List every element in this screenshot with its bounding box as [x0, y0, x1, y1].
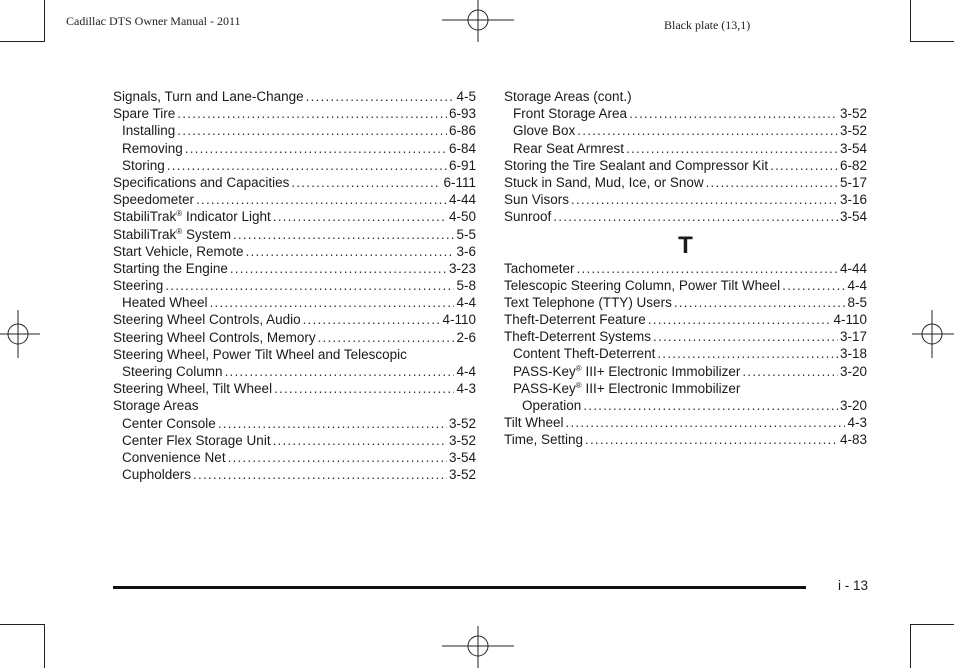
- dot-leader: [177, 122, 447, 139]
- page-reference: 3-20: [839, 363, 867, 379]
- index-term: [504, 277, 780, 294]
- page-reference: 3-6: [456, 243, 476, 259]
- index-term: [122, 294, 208, 311]
- index-term-text: Sun Visors: [504, 192, 570, 208]
- index-term-text: PASS-Key: [513, 363, 576, 379]
- page-reference: 4-50: [448, 209, 476, 225]
- page-reference: 3-17: [839, 329, 867, 345]
- index-term-suffix: III+ Electronic Immobilizer: [581, 363, 741, 379]
- page-reference: 3-54: [448, 449, 476, 465]
- index-term-text: Heated Wheel: [122, 295, 208, 311]
- index-term-text: Storage Areas: [113, 398, 199, 414]
- index-term: [113, 208, 271, 225]
- dot-leader: [273, 208, 447, 225]
- index-term: [113, 226, 231, 243]
- page-reference: 3-52: [839, 106, 867, 122]
- index-term-text: Installing: [122, 123, 176, 139]
- index-term: [113, 105, 175, 122]
- index-term-suffix: System: [182, 226, 231, 242]
- registered-mark: ®: [575, 363, 582, 373]
- dot-leader: [657, 345, 838, 362]
- index-term: [504, 208, 551, 225]
- index-term-text: Storing: [122, 157, 165, 173]
- index-term: [513, 363, 740, 380]
- dot-leader: [230, 260, 447, 277]
- index-entry: [113, 329, 476, 346]
- dot-leader: [210, 294, 455, 311]
- index-term-text: Theft-Deterrent Systems: [504, 329, 652, 345]
- index-term-text: Tilt Wheel: [504, 415, 564, 431]
- index-entry: [113, 363, 476, 380]
- index-term-text: Rear Seat Armrest: [513, 140, 625, 156]
- index-term: [504, 294, 672, 311]
- dot-leader: [165, 277, 454, 294]
- index-term: [504, 157, 768, 174]
- index-term-text: Cupholders: [122, 467, 192, 483]
- index-entry: [113, 140, 476, 157]
- index-term: [122, 157, 165, 174]
- dot-leader: [583, 397, 838, 414]
- index-term-text: Specifications and Capacities: [113, 174, 290, 190]
- dot-leader: [273, 432, 447, 449]
- dot-leader: [571, 191, 838, 208]
- dot-leader: [770, 157, 838, 174]
- page-reference: 4-3: [456, 381, 476, 397]
- page-reference: 5-8: [456, 278, 476, 294]
- page-reference: 3-54: [839, 140, 867, 156]
- page-reference: 4-4: [456, 295, 476, 311]
- index-entry: [113, 466, 476, 483]
- dot-leader: [566, 414, 846, 431]
- index-term-text: Text Telephone (TTY) Users: [504, 294, 672, 310]
- index-entry: [504, 174, 867, 191]
- index-term-text: StabiliTrak: [113, 226, 177, 242]
- page-reference: 4-110: [442, 312, 476, 328]
- dot-leader: [303, 311, 441, 328]
- index-term-text: Steering Wheel Controls, Memory: [113, 329, 316, 345]
- index-term-text: Stuck in Sand, Mud, Ice, or Snow: [504, 174, 704, 190]
- page-reference: 3-18: [839, 346, 867, 362]
- index-entry: [113, 122, 476, 139]
- page-reference: 3-16: [839, 192, 867, 208]
- page-reference: 4-4: [847, 277, 867, 293]
- index-term-suffix: III+ Electronic Immobilizer: [581, 380, 741, 396]
- dot-leader: [306, 88, 455, 105]
- index-term-text: Telescopic Steering Column, Power Tilt Wheel: [504, 277, 781, 293]
- dot-leader: [653, 328, 838, 345]
- index-entry: [504, 208, 867, 225]
- dot-leader: [648, 311, 832, 328]
- index-entry: [113, 208, 476, 225]
- index-entry: [113, 311, 476, 328]
- index-term: [122, 432, 271, 449]
- index-entry: [504, 397, 867, 414]
- registration-target-left: [0, 310, 44, 358]
- dot-leader: [274, 380, 454, 397]
- page-reference: 8-5: [847, 294, 867, 310]
- index-entry: [113, 243, 476, 260]
- index-term: [113, 346, 407, 363]
- page-reference: 6-93: [448, 106, 476, 122]
- index-term-text: Tachometer: [504, 260, 575, 276]
- page-reference: 4-5: [456, 89, 476, 104]
- dot-leader: [196, 191, 447, 208]
- index-entry: [113, 432, 476, 449]
- index-term: [504, 311, 646, 328]
- index-entry: [504, 414, 867, 431]
- index-term-text: Center Console: [122, 415, 216, 431]
- index-entry: [504, 431, 867, 448]
- dot-leader: [553, 208, 838, 225]
- index-entry: [504, 380, 867, 397]
- running-header-title: Cadillac DTS Owner Manual - 2011: [66, 14, 241, 28]
- index-entry: [113, 415, 476, 432]
- index-entry: [504, 122, 867, 139]
- index-entry: [113, 174, 476, 191]
- dot-leader: [577, 260, 838, 277]
- dot-leader: [291, 174, 441, 191]
- page-reference: 6-82: [839, 157, 867, 173]
- index-term: [504, 260, 575, 277]
- index-term: [113, 277, 163, 294]
- index-entry: [113, 346, 476, 363]
- index-term: [513, 380, 740, 397]
- index-term: [113, 260, 228, 277]
- plate-label: Black plate (13,1): [664, 18, 751, 32]
- index-term-text: Steering: [113, 278, 164, 294]
- index-entry: [504, 311, 867, 328]
- index-entry: [113, 157, 476, 174]
- index-term-suffix: Indicator Light: [182, 209, 271, 225]
- index-term-text: Content Theft-Deterrent: [513, 346, 656, 362]
- page-reference: 6-84: [448, 140, 476, 156]
- index-term-text: Speedometer: [113, 192, 195, 208]
- index-entry: [504, 88, 867, 105]
- index-term-text: Glove Box: [513, 123, 576, 139]
- index-term-text: Operation: [522, 398, 582, 413]
- index-term-text: Time, Setting: [504, 432, 584, 448]
- footer-rule: [113, 586, 806, 589]
- page-reference: 3-52: [448, 432, 476, 448]
- index-term-text: Storage Areas (cont.): [504, 89, 632, 104]
- index-term-text: Storing the Tire Sealant and Compressor Kit: [504, 157, 769, 173]
- dot-leader: [185, 140, 447, 157]
- index-term: [513, 122, 575, 139]
- index-entry: [504, 260, 867, 277]
- page-reference: 6-91: [448, 157, 476, 173]
- index-term: [504, 328, 651, 345]
- index-term-text: Steering Wheel, Tilt Wheel: [113, 381, 273, 397]
- dot-leader: [246, 243, 455, 260]
- index-entry: [113, 88, 476, 105]
- index-entry: [113, 449, 476, 466]
- index-term: [513, 140, 624, 157]
- index-term-text: Signals, Turn and Lane-Change: [113, 89, 304, 104]
- registration-target-top: [440, 0, 516, 44]
- index-term-text: Steering Wheel Controls, Audio: [113, 312, 301, 328]
- index-list-t: [504, 260, 867, 449]
- index-term: [522, 397, 581, 414]
- dot-leader: [318, 329, 455, 346]
- index-term: [113, 397, 199, 414]
- index-term: [113, 191, 194, 208]
- index-entry: [113, 380, 476, 397]
- page-reference: 6-86: [448, 123, 476, 139]
- dot-leader: [233, 226, 455, 243]
- index-entry: [504, 363, 867, 380]
- index-entry: [504, 105, 867, 122]
- index-entry: [504, 328, 867, 345]
- index-term-text: StabiliTrak: [113, 209, 177, 225]
- registered-mark: ®: [176, 209, 183, 219]
- index-term: [513, 105, 627, 122]
- index-term: [122, 415, 216, 432]
- index-term-text: Starting the Engine: [113, 260, 228, 276]
- dot-leader: [193, 466, 447, 483]
- index-term: [122, 466, 191, 483]
- index-column-right: [504, 88, 867, 449]
- index-entry: [113, 397, 476, 414]
- registration-target-bottom: [440, 626, 516, 668]
- index-term: [113, 243, 244, 260]
- page-reference: 3-52: [448, 467, 476, 483]
- page-reference: 2-6: [456, 329, 476, 345]
- index-entry: [113, 294, 476, 311]
- index-term: [122, 449, 226, 466]
- page-reference: 5-17: [839, 174, 867, 190]
- index-term: [513, 345, 655, 362]
- registration-target-right: [910, 310, 954, 358]
- page-number: i - 13: [838, 578, 869, 593]
- index-entry: [504, 345, 867, 362]
- page-reference: 4-4: [456, 364, 476, 379]
- index-term-text: Steering Column: [122, 364, 223, 379]
- registered-mark: ®: [575, 380, 582, 390]
- index-entry: [504, 294, 867, 311]
- index-term: [122, 140, 183, 157]
- index-entry: [113, 105, 476, 122]
- index-entry: [504, 157, 867, 174]
- index-entry: [113, 226, 476, 243]
- page-reference: 4-3: [847, 415, 867, 431]
- index-term: [113, 174, 289, 191]
- section-letter: T: [678, 231, 693, 259]
- index-entry: [113, 260, 476, 277]
- index-term: [504, 88, 632, 105]
- index-term-text: Start Vehicle, Remote: [113, 243, 244, 259]
- index-term-text: Center Flex Storage Unit: [122, 432, 271, 448]
- page-reference: 4-44: [839, 260, 867, 276]
- dot-leader: [674, 294, 846, 311]
- index-term-text: PASS-Key: [513, 380, 576, 396]
- dot-leader: [626, 140, 838, 157]
- index-entry: [504, 277, 867, 294]
- index-term-text: Spare Tire: [113, 106, 176, 122]
- page-reference: 3-54: [839, 209, 867, 225]
- dot-leader: [585, 431, 838, 448]
- page-reference: 3-20: [839, 398, 867, 413]
- dot-leader: [225, 363, 455, 380]
- page-reference: 3-23: [448, 260, 476, 276]
- index-term: [113, 329, 316, 346]
- index-term: [122, 122, 175, 139]
- index-term-text: Steering Wheel, Power Tilt Wheel and Telescopic: [113, 346, 407, 362]
- index-term: [122, 363, 223, 380]
- index-entry: [113, 277, 476, 294]
- dot-leader: [782, 277, 845, 294]
- index-column-left: [113, 88, 476, 483]
- index-term: [113, 311, 301, 328]
- index-term-text: Removing: [122, 140, 183, 156]
- page-reference: 5-5: [456, 226, 476, 242]
- index-entry: [504, 191, 867, 208]
- page-reference: 6-111: [443, 174, 476, 190]
- page-reference: 3-52: [839, 123, 867, 139]
- index-term: [504, 414, 564, 431]
- registered-mark: ®: [176, 226, 183, 236]
- index-term: [504, 431, 583, 448]
- page-reference: 4-110: [833, 312, 867, 328]
- index-term-text: Sunroof: [504, 209, 552, 225]
- index-term: [113, 88, 304, 105]
- page-reference: 3-52: [448, 415, 476, 431]
- index-term-text: Theft-Deterrent Feature: [504, 312, 646, 328]
- index-term: [504, 191, 569, 208]
- dot-leader: [167, 157, 447, 174]
- page-reference: 4-44: [448, 192, 476, 208]
- index-entry: [113, 191, 476, 208]
- dot-leader: [706, 174, 838, 191]
- index-term-text: Front Storage Area: [513, 106, 628, 122]
- dot-leader: [629, 105, 838, 122]
- dot-leader: [577, 122, 838, 139]
- dot-leader: [228, 449, 447, 466]
- index-term-text: Convenience Net: [122, 449, 226, 465]
- index-term: [504, 174, 704, 191]
- index-entry: [504, 140, 867, 157]
- page-reference: 4-83: [839, 432, 867, 448]
- dot-leader: [218, 415, 447, 432]
- index-list-s-continued: [504, 88, 867, 226]
- dot-leader: [742, 363, 838, 380]
- index-term: [113, 380, 272, 397]
- dot-leader: [177, 105, 447, 122]
